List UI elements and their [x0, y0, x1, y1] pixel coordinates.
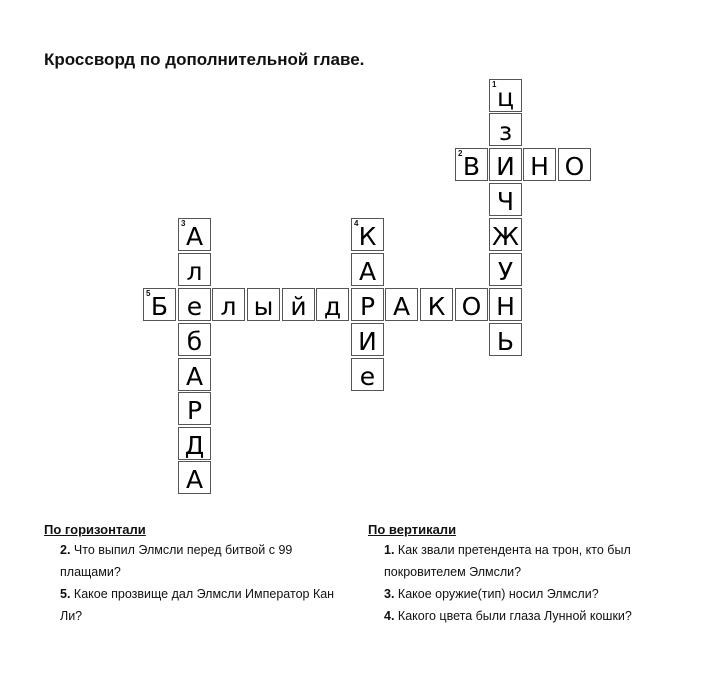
crossword-cell[interactable]: [178, 218, 211, 251]
cell-letter: д: [323, 292, 342, 321]
crossword-cell[interactable]: [351, 253, 384, 286]
clues-across-heading: По горизонтали: [44, 522, 146, 537]
crossword-cell[interactable]: [489, 253, 522, 286]
clue-down-3: [384, 583, 668, 605]
clue-number: 4.: [384, 609, 395, 623]
clue-down-4: [384, 605, 668, 627]
crossword-cell[interactable]: [282, 288, 315, 321]
crossword-cell[interactable]: [523, 148, 556, 181]
cell-letter: И: [496, 152, 515, 181]
clue-text: Какое прозвище дал Элмсли Император Кан Ли?: [60, 587, 335, 623]
crossword-cell[interactable]: [143, 288, 176, 321]
cell-letter: ц: [496, 83, 515, 112]
crossword-cell[interactable]: [489, 218, 522, 251]
cell-letter: Ж: [492, 222, 519, 251]
crossword-cell[interactable]: [455, 148, 488, 181]
clue-number: 3.: [384, 587, 395, 601]
crossword-cell[interactable]: [351, 358, 384, 391]
crossword-cell[interactable]: [212, 288, 245, 321]
cell-letter: О: [564, 152, 585, 181]
crossword-cell[interactable]: [351, 288, 384, 321]
cell-number: 3: [181, 219, 186, 228]
crossword-cell[interactable]: [178, 427, 211, 460]
cell-letter: з: [498, 117, 513, 146]
crossword-cell[interactable]: [489, 148, 522, 181]
cell-number: 4: [354, 219, 359, 228]
crossword-cell[interactable]: [178, 288, 211, 321]
cell-letter: А: [185, 362, 204, 391]
cell-letter: е: [186, 292, 203, 321]
clue-text: Что выпил Элмсли перед битвой с 99 плащами?: [60, 543, 293, 579]
clue-text: Как звали претендента на трон, кто был покровителем Элмсли?: [384, 543, 631, 579]
cell-letter: У: [497, 257, 514, 286]
crossword-cell[interactable]: [455, 288, 488, 321]
crossword-cell[interactable]: [178, 461, 211, 494]
cell-letter: И: [358, 327, 377, 356]
crossword-cell[interactable]: [351, 218, 384, 251]
cell-letter: Н: [530, 152, 549, 181]
clue-number: 5.: [60, 587, 71, 601]
clue-across-5: [60, 583, 344, 627]
cell-letter: й: [290, 292, 307, 321]
cell-letter: Р: [186, 396, 203, 425]
crossword-cell[interactable]: [489, 323, 522, 356]
cell-letter: л: [186, 257, 203, 286]
crossword-cell[interactable]: [247, 288, 280, 321]
crossword-cell[interactable]: [558, 148, 591, 181]
cell-letter: К: [427, 292, 446, 321]
clues-down: [368, 521, 668, 627]
clue-across-2: [60, 539, 344, 583]
clue-number: 2.: [60, 543, 71, 557]
crossword-cell[interactable]: [351, 323, 384, 356]
cell-number: 5: [146, 289, 151, 298]
crossword-cell[interactable]: [489, 183, 522, 216]
crossword-cell[interactable]: [489, 288, 522, 321]
clue-down-1: [384, 539, 668, 583]
cell-number: 2: [458, 149, 463, 158]
crossword-cell[interactable]: [489, 113, 522, 146]
cell-letter: Б: [150, 292, 169, 321]
cell-number: 1: [492, 80, 497, 89]
crossword-cell[interactable]: [178, 392, 211, 425]
cell-letter: б: [186, 327, 203, 356]
crossword-cell[interactable]: [489, 79, 522, 112]
cell-letter: А: [358, 257, 377, 286]
cell-letter: Ь: [496, 327, 515, 356]
cell-letter: Ч: [496, 187, 515, 216]
cell-letter: ы: [253, 292, 274, 321]
cell-letter: Р: [359, 292, 376, 321]
cell-letter: О: [461, 292, 482, 321]
clues-across: [44, 521, 344, 627]
clue-text: Какого цвета были глаза Лунной кошки?: [394, 609, 632, 623]
crossword-cell[interactable]: [178, 358, 211, 391]
crossword-cell[interactable]: [316, 288, 349, 321]
clues-down-heading: По вертикали: [368, 522, 457, 537]
crossword-cell[interactable]: [178, 323, 211, 356]
cell-letter: А: [185, 465, 204, 494]
crossword-cell[interactable]: [420, 288, 453, 321]
clue-number: 1.: [384, 543, 395, 557]
cell-letter: В: [462, 152, 481, 181]
crossword-cell[interactable]: [385, 288, 418, 321]
cell-letter: К: [358, 222, 377, 251]
cell-letter: Д: [184, 431, 205, 460]
clue-text: Какое оружие(тип) носил Элмсли?: [394, 587, 599, 601]
cell-letter: Н: [496, 292, 515, 321]
crossword-cell[interactable]: [178, 253, 211, 286]
cell-letter: е: [359, 362, 376, 391]
cell-letter: л: [220, 292, 237, 321]
page-title: Кроссворд по дополнительной главе.: [44, 50, 365, 69]
cell-letter: А: [392, 292, 411, 321]
cell-letter: А: [185, 222, 204, 251]
